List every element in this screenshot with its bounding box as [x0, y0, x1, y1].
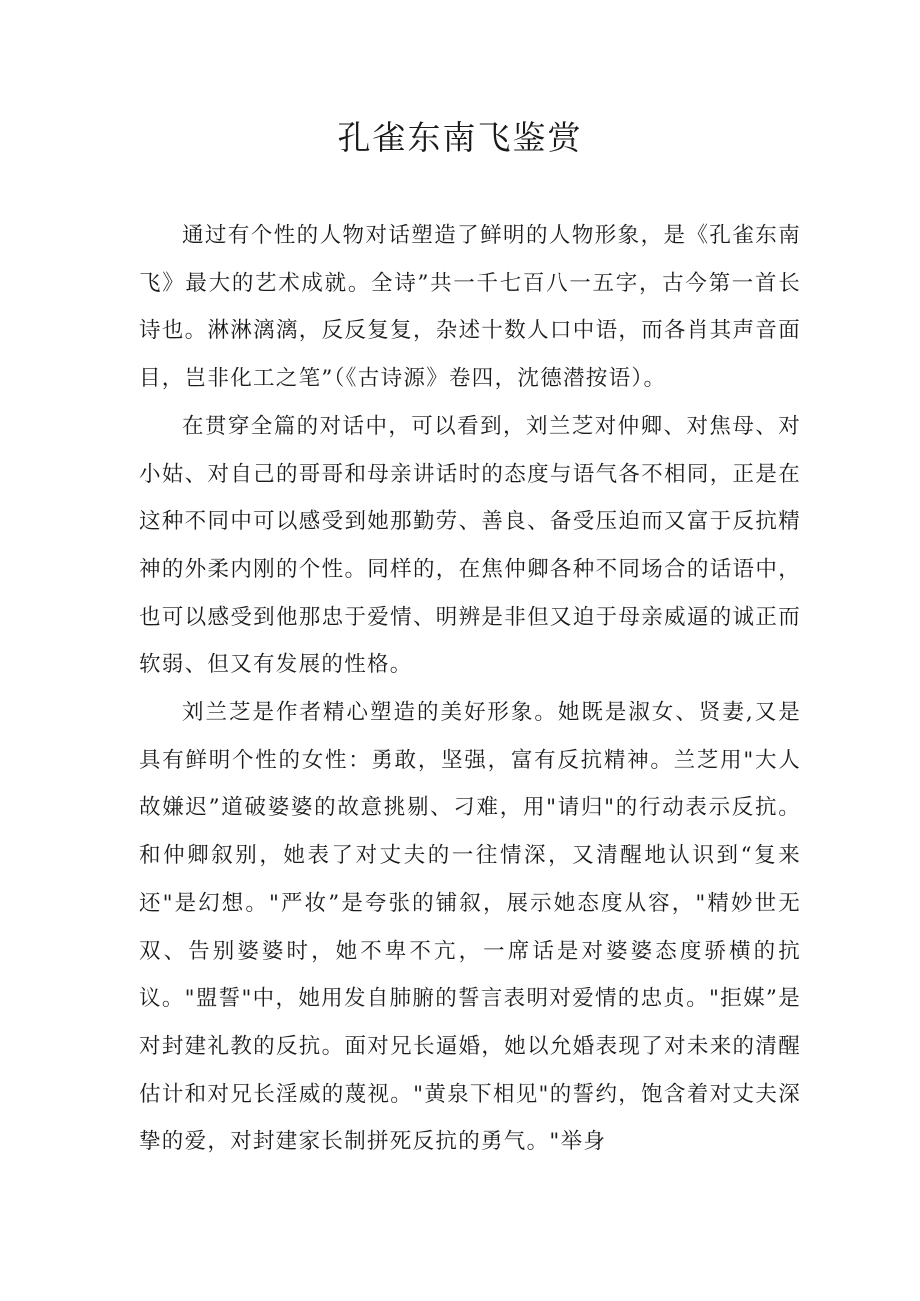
paragraph-3: 刘兰芝是作者精心塑造的美好形象。她既是淑女、贤妻,又是具有鲜明个性的女性：勇敢，坚强，富有反抗精神。兰芝用"大人故嫌迟”道破婆婆的故意挑剔、刁难，用"请归"的行动表示反抗。和仲卿叙别，她表了对丈夫的一往情深，又清醒地认识到“复来还"是幻想。"严妆”是夸张的铺叙，展示她态度从容，"精妙世无双、告别婆婆时，她不卑不亢，一席话是对婆婆态度骄横的抗议。"盟誓"中，她用发自肺腑的誓言表明对爱情的忠贞。"拒媒”是对封建礼教的反抗。面对兄长逼婚，她以允婚表现了对未来的清醒估计和对兄长淫威的蔑视。"黄泉下相见"的誓约，饱含着对丈夫深挚的爱，对封建家长制拼死反抗的勇气。"举身 — [139, 700, 801, 1155]
document-body — [139, 212, 801, 1166]
page-title: 孔雀东南飞鉴赏 — [337, 118, 583, 157]
paragraph-1: 通过有个性的人物对话塑造了鲜明的人物形象，是《孔雀东南飞》最大的艺术成就。全诗”共一千七百八一五字，古今第一首长诗也。淋淋漓漓，反反复复，杂述十数人口中语，而各肖其声音面目，岂非化工之笔”（《古诗源》卷四，沈德潜按语）。 — [139, 223, 801, 392]
paragraph-2: 在贯穿全篇的对话中，可以看到，刘兰芝对仲卿、对焦母、对小姑、对自己的哥哥和母亲讲话时的态度与语气各不相同，正是在这种不同中可以感受到她那勤劳、善良、备受压迫而又富于反抗精神的外柔内刚的个性。同样的，在焦仲卿各种不同场合的话语中，也可以感受到他那忠于爱情、明辨是非但又迫于母亲威逼的诚正而软弱、但又有发展的性格。 — [139, 413, 801, 678]
